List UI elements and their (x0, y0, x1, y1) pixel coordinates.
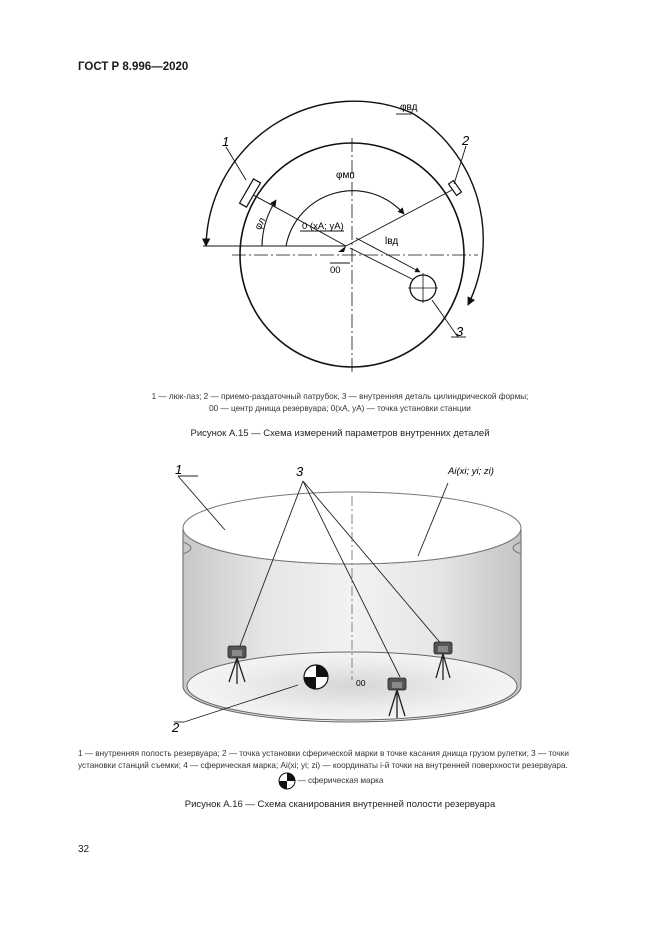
label-center: 00 (330, 265, 341, 276)
label-a16-n3: 3 (296, 464, 304, 479)
legend-a16-line3-wrap (78, 772, 583, 790)
line-to-pipe (346, 190, 452, 246)
page-number: 32 (78, 844, 90, 855)
legend-a15-line2: 00 — центр днища резервуара; 0(xA, yA) — точка установки станции (209, 404, 471, 413)
manhole (240, 179, 261, 207)
leader-2 (454, 146, 466, 184)
legend-a16-line2: установки станций съемки; 4 — сферическая марка; Ai(xi; yi; zi) — координаты i-й точки на внутренней поверхности резервуара. (78, 761, 568, 770)
label-phi-l: φл (252, 215, 269, 232)
figure-a15-legend (130, 391, 550, 415)
legend-a15-line1: 1 — люк-лаз; 2 — приемо-раздаточный патрубок, 3 — внутренняя деталь цилиндрической формы; (151, 392, 529, 401)
label-n2: 2 (462, 133, 470, 148)
leader-3 (432, 300, 458, 337)
legend-a16-line1: 1 — внутренняя полость резервуара; 2 — точка установки сферической марки в точке касания днища грузом рулетки; 3 — точки (78, 749, 569, 758)
legend-a16-line3: — сферическая марка (297, 776, 384, 786)
label-l-vd: lвд (385, 236, 399, 247)
label-n1: 1 (222, 134, 230, 149)
label-n3: 3 (456, 324, 464, 339)
pipe (449, 181, 462, 196)
figure-a15-caption: Рисунок А.15 — Схема измерений параметров внутренних деталей (190, 428, 490, 439)
spherical-mark-icon (278, 772, 296, 790)
figure-a16-caption: Рисунок А.16 — Схема сканирования внутренней полости резервуара (184, 799, 496, 810)
label-a16-center: 00 (356, 678, 366, 688)
label-origin: 0 (xA; yA) (302, 221, 344, 232)
label-a16-point: Ai(xi; yi; zi) (448, 466, 494, 477)
spherical-mark (304, 665, 328, 689)
label-phi-mp: φмп (336, 170, 355, 181)
figure-a15-diagram (0, 0, 661, 440)
figure-a16-legend (78, 748, 583, 790)
label-a16-n2: 2 (172, 720, 180, 735)
figure-a16-diagram (0, 450, 661, 750)
label-phi-vd: φвд (400, 102, 418, 113)
document-header: ГОСТ Р 8.996—2020 (78, 61, 189, 73)
station-symbol (338, 246, 346, 252)
label-a16-n1: 1 (175, 462, 183, 477)
